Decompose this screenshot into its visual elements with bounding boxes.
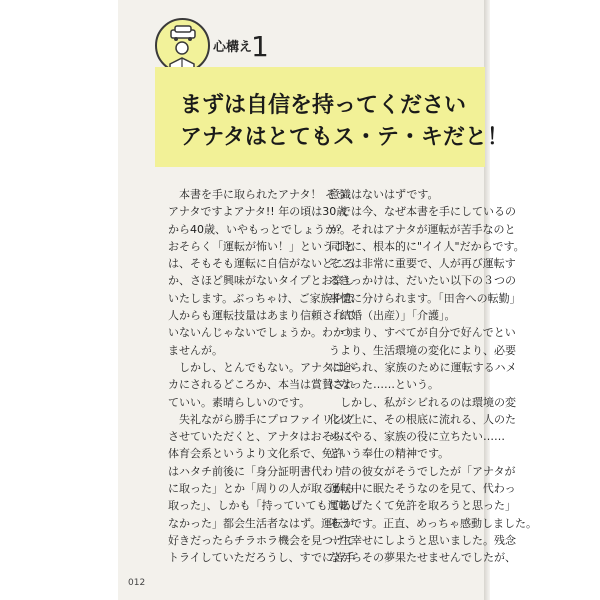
body-text-line: しかし、とんでもない。アナタはバ [168,360,355,374]
body-text-line: 「結婚（出産）」「介護」。 [329,309,456,323]
body-text-line: になった……という。 [329,378,439,392]
body-text-line: いないんじゃないでしょうか。わかり [168,326,355,340]
body-text-line: に迫られ、家族のために運転するハメ [329,360,517,374]
body-text-right-column [329,186,537,567]
body-text-line: おそらく「運転が怖い！」ということ [168,239,355,253]
page-number: 012 [128,578,146,588]
body-text-line: という奉仕の精神です。 [329,447,450,461]
body-text-line: か。それはアナタが運転が苦手なのと [329,222,516,236]
body-text-line: てあげたくて免許を取ろうと思った」 [329,499,516,513]
body-text-line: 事情に分けられます。「田舎への転勤」 [329,291,521,305]
body-text-line: はハタチ前後に「身分証明書代わり [168,464,344,478]
body-text-line: トライしていただろうし、すでに苦手 [168,551,355,565]
body-text-line: 昔の彼女がそうでしたが「アナタが [329,464,516,478]
body-text-line: いたします。ぶっちゃけ、ご家族や恋 [168,291,354,305]
body-text-line: ていい。素晴らしいのです。 [168,395,311,409]
body-text-line: そこは非常に重要で、人が再び運転す [329,257,516,271]
body-text-line: うより、生活環境の変化により、必要 [329,343,516,357]
headline-line-1: まずは自信を持ってください [180,93,467,118]
section-number: 1 [251,30,269,63]
body-text-line: るきっかけは、だいたい以下の３つの [329,274,516,288]
body-text-line: 好きだったらチラホラ機会を見つけて [168,533,355,547]
body-text-line: か、さほど興味がないタイプとお察し [168,274,355,288]
body-text-line: ませんが。 [168,343,223,357]
body-text-line: しかし、私がシビれるのは環境の変 [329,395,516,409]
body-text-line: 運転中に眠たそうなのを見て、代わっ [329,482,516,496]
body-text-line: ながらその夢果たせませんでしたが、 [329,551,516,565]
body-text-line: そうです。正直、めっちゃ感動しました。 [329,516,538,530]
body-text-line: 化以上に、その根底に流れる、人のた [329,412,516,426]
section-label: 心構え [213,40,253,55]
body-text-line: アナタですよアナタ!! 年の頃は30歳 [168,205,348,219]
body-text-line: 体育会系というより文化系で、免許 [168,447,344,461]
body-text-line: カにされるどころか、本当は賞賛され [168,378,355,392]
body-text-line: 失礼ながら勝手にプロファイリング [168,412,355,426]
body-text-line: は、そもそも運転に自信がないどころ [168,257,355,271]
body-text-line: に取った」とか「周りの人が取るから [168,482,355,496]
badge-illustration [157,20,208,71]
body-text-line: から40歳、いやもっとでしょうか？ [168,222,347,236]
body-text-line: 意識はないはずです。 [329,188,439,201]
body-text-line: では今、なぜ本書を手にしているの [329,205,516,219]
body-text-line: させていただくと、アナタはおそらく [168,430,355,444]
body-text-line: めにやる、家族の役に立ちたい…… [329,430,505,444]
body-text-line: つまり、すべてが自分で好んでとい [329,326,516,340]
body-text-line: 人からも運転技量はあまり信頼されて [168,309,355,323]
body-text-line: 同時に、根本的に"イイ人"だからです。 [329,239,525,253]
car-reading-person-icon [155,18,210,73]
body-text-line: 本書を手に取られたアナタ！ そう、 [168,188,358,201]
headline-line-2: アナタはとてもス・テ・キだと！ [180,125,509,150]
body-text-line: 取った」、しかも「持っていても運転し [168,499,361,513]
body-text-line: 一生幸せにしようと思いました。残念 [329,533,516,547]
body-text-line: なかった」都会生活者なはず。運転が [168,516,355,530]
